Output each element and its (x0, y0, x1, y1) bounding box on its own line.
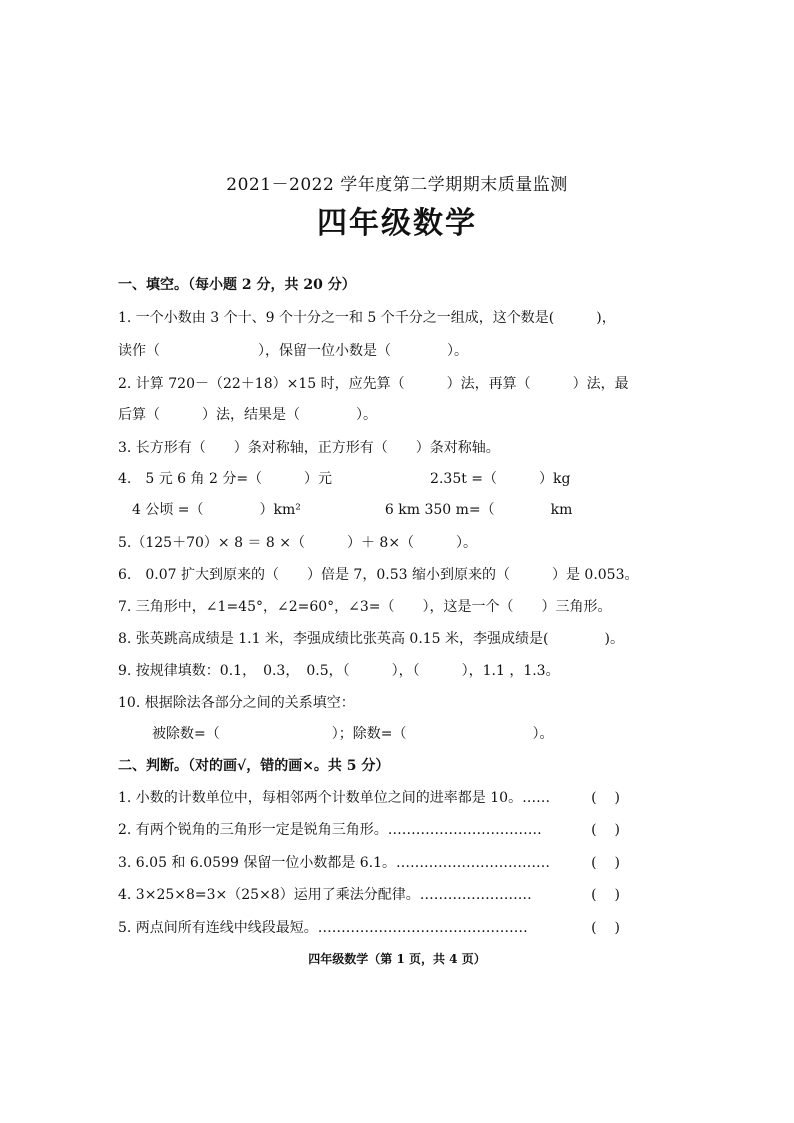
question-1a: 1. 一个小数由 3 个十、9 个十分之一和 5 个千分之一组成，这个数是( )， (118, 310, 616, 326)
judge-item-text: 4. 3×25×8=3×（25×8）运用了乘法分配律。…………………… (118, 887, 532, 903)
question-2a: 2. 计算 720－（22＋18）×15 时，应先算（ ）法，再算（ ）法，最 (118, 376, 629, 392)
question-10b: 被除数=（ ）；除数=（ ）。 (152, 726, 554, 742)
judge-item (118, 885, 648, 905)
question-9: 9. 按规律填数：0.1， 0.3， 0.5，（ ），（ ），1.1 ，1.3。 (118, 663, 560, 679)
judge-item-text: 3. 6.05 和 6.0599 保留一位小数都是 6.1。…………………………… (118, 855, 551, 871)
answer-paren: () (591, 920, 638, 936)
question-6: 6. 0.07 扩大到原来的（ ）倍是 7，0.53 缩小到原来的（ ）是 0.053。 (118, 567, 639, 583)
exam-subtitle: 2021－2022 学年度第二学期期末质量监测 (226, 175, 568, 195)
judge-item-text: 5. 两点间所有连线中线段最短。……………………………………… (118, 920, 528, 936)
question-4b: 4 公顷 =（ ）km² 6 km 350 m=（ km (118, 502, 573, 518)
question-10a: 10. 根据除法各部分之间的关系填空： (118, 695, 355, 711)
answer-paren: () (591, 790, 638, 806)
question-1b: 读作（ ），保留一位小数是（ ）。 (118, 343, 468, 359)
section1-heading: 一、填空。（每小题 2 分，共 20 分） (118, 277, 356, 293)
judge-item (118, 788, 648, 808)
judge-item (118, 853, 648, 873)
judge-item (118, 820, 648, 840)
answer-paren: () (591, 822, 638, 838)
section2-heading: 二、判断。（对的画√，错的画×。共 5 分） (118, 758, 390, 774)
question-2b: 后算（ ）法，结果是（ ）。 (118, 407, 377, 423)
judge-item-text: 2. 有两个锐角的三角形一定是锐角三角形。…………………………… (118, 822, 542, 838)
answer-paren: () (591, 887, 638, 903)
question-3: 3. 长方形有（ ）条对称轴，正方形有（ ）条对称轴。 (118, 440, 500, 456)
exam-title: 四年级数学 (317, 206, 477, 241)
question-4a: 4. 5 元 6 角 2 分=（ ）元 2.35t =（ ）kg (118, 471, 571, 487)
question-5: 5.（125＋70）× 8 ＝ 8 ×（ ）＋ 8×（ ）。 (118, 535, 478, 551)
question-7: 7. 三角形中，∠1=45°，∠2=60°，∠3=（ ），这是一个（ ）三角形。 (118, 599, 612, 615)
question-8: 8. 张英跳高成绩是 1.1 米，李强成绩比张英高 0.15 米，李强成绩是( )。 (118, 631, 624, 647)
page-footer: 四年级数学（第 1 页，共 4 页） (308, 952, 486, 966)
judge-item (118, 918, 648, 938)
answer-paren: () (591, 855, 638, 871)
judge-item-text: 1. 小数的计数单位中，每相邻两个计数单位之间的进率都是 10。…… (118, 790, 551, 806)
